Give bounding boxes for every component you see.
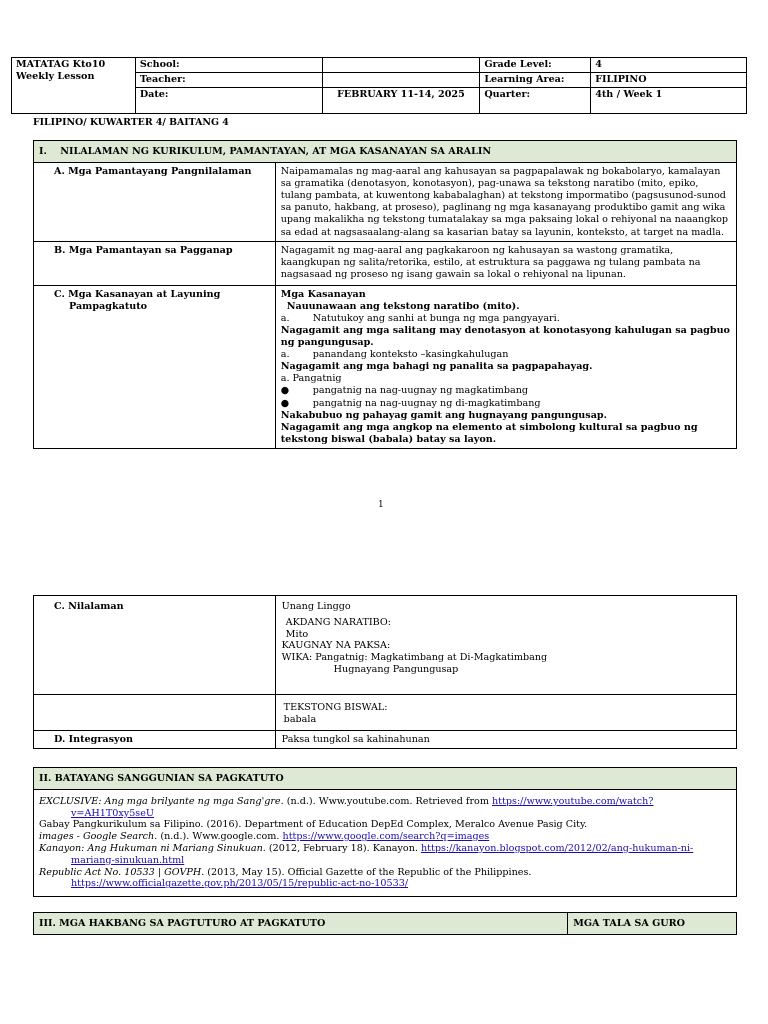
area-value: FILIPINO bbox=[591, 73, 747, 88]
lesson-header-table bbox=[11, 57, 747, 114]
competencies-cell bbox=[275, 285, 736, 448]
school-label: School: bbox=[135, 58, 322, 73]
competencies-heading: Mga Kasanayan bbox=[280, 288, 366, 300]
reference-link[interactable]: https://www.youtube.com/watch?v=AH1T0xy5seU bbox=[71, 795, 654, 819]
narrative-value: Mito bbox=[285, 628, 309, 640]
section-1-continued-table bbox=[33, 595, 737, 749]
language-topic: WIKA: Pangatnig: Magkatimbang at Di-Magkatimbang bbox=[281, 652, 548, 664]
reference-item: Gabay Pangkurikulum sa Filipino. (2016). Department of Education DepEd Complex, Meralco Avenue Pasig City. bbox=[39, 819, 588, 831]
narrative-label: AKDANG NARATIBO: bbox=[285, 616, 391, 628]
reference-link[interactable]: https://kanayon.blogspot.com/2012/02/ang-hukuman-ni-mariang-sinukuan.html bbox=[71, 842, 694, 866]
reference-title: EXCLUSIVE: Ang mga brilyante ng mga Sang'gre. bbox=[39, 795, 284, 807]
reference-text: (n.d.). Www.youtube.com. Retrieved from bbox=[283, 795, 492, 807]
list-marker: a. bbox=[280, 349, 290, 361]
competency-4: Nakabubuo ng pahayag gamit ang hugnayang pangungusap. bbox=[280, 409, 607, 421]
reference-link[interactable]: https://www.officialgazette.gov.ph/2013/05/15/republic-act-no-10533/ bbox=[71, 878, 409, 890]
reference-title: Republic Act No. 10533 | GOVPH. bbox=[39, 866, 205, 878]
reference-item bbox=[39, 867, 731, 891]
content-cell bbox=[275, 596, 736, 695]
teacher-label: Teacher: bbox=[135, 73, 322, 88]
week-label: Unang Linggo bbox=[281, 601, 351, 612]
reference-title: Kanayon: Ang Hukuman ni Mariang Sinukuan. bbox=[39, 842, 266, 854]
grade-label: Grade Level: bbox=[480, 58, 591, 73]
date-label: Date: bbox=[135, 88, 322, 114]
reference-title: images - Google Search. bbox=[39, 831, 158, 843]
competency-3: Nagagamit ang mga bahagi ng panalita sa pagpapahayag. bbox=[280, 361, 593, 373]
competency-2: Nagagamit ang mga salitang may denotasyon at konotasyong kahulugan sa pagbuo ng pangungusap. bbox=[280, 324, 730, 349]
program-title: MATATAG Kto10 Weekly Lesson bbox=[12, 58, 136, 114]
empty-cell bbox=[34, 695, 276, 731]
performance-standards-label: B. Mga Pamantayan sa Pagganap bbox=[34, 241, 276, 285]
visual-text-value: babala bbox=[283, 713, 317, 725]
school-value bbox=[322, 58, 480, 73]
page-number: 1 bbox=[378, 500, 384, 510]
section-3-title: III. MGA HAKBANG SA PAGTUTURO AT PAGKATUTO bbox=[34, 913, 568, 935]
related-topic-label: KAUGNAY NA PAKSA: bbox=[281, 640, 391, 652]
section-1-table bbox=[33, 140, 737, 449]
bullet-icon: ● bbox=[280, 385, 290, 397]
performance-standards-text: Nagagamit ng mag-aaral ang pagkakaroon ng kahusayan sa wastong gramatika, kaangkupan ng salita/retorika, estilo, at estruktura sa paggawa ng tulang pambata na nagsasaad ng proseso ng isang gawain sa lokal o rehiyonal na lipunan. bbox=[275, 241, 736, 285]
competency-1: Nauunawaan ang tekstong naratibo (mito). bbox=[286, 300, 520, 312]
competency-2a: panandang konteksto –kasingkahulugan bbox=[312, 349, 509, 361]
reference-text: (2012, February 18). Kanayon. bbox=[265, 842, 421, 854]
bullet-icon: ● bbox=[280, 397, 290, 409]
integration-label: D. Integrasyon bbox=[34, 731, 276, 749]
quarter-value: 4th / Week 1 bbox=[591, 88, 747, 114]
reference-item bbox=[39, 831, 731, 843]
section-2-title: II. BATAYANG SANGGUNIAN SA PAGKATUTO bbox=[34, 768, 737, 790]
competency-1a: Natutukoy ang sanhi at bunga ng mga pangyayari. bbox=[312, 312, 560, 324]
reference-item bbox=[39, 843, 731, 867]
reference-text: (2013, May 15). Official Gazette of the Republic of the Philippines. bbox=[204, 866, 532, 878]
competency-3a-i: pangatnig na nag-uugnay ng magkatimbang bbox=[312, 385, 529, 397]
competency-5: Nagagamit ang mga angkop na elemento at simbolong kultural sa pagbuo ng tekstong biswal (babala) batay sa layon. bbox=[280, 421, 698, 445]
section-3-table bbox=[33, 912, 737, 935]
reference-link[interactable]: https://www.google.com/search?q=images bbox=[282, 831, 490, 843]
content-standards-text: Naipamamalas ng mag-aaral ang kahusayan sa pagpapalawak ng bokabolaryo, kamalayan sa gramatika (denotasyon, konotasyon), pag-unawa sa tekstong naratibo (mito, epiko, tulang pambata, at kuwentong kababalaghan) at tekstong impormatibo (pagsusunod-sunod sa panuto, hakbang, at proseso), paglinang ng mga kasanayang produktibo gamit ang wika upang makalikha ng tekstong tumatalakay sa mga paksaing lokal o rehiyonal na naaangkop sa edad at nagsasaalang-alang sa kasarian batay sa layunin, konteksto, at target na madla. bbox=[275, 163, 736, 242]
subject-line: FILIPINO/ KUWARTER 4/ BAITANG 4 bbox=[33, 117, 229, 128]
competency-3a: a. Pangatnig bbox=[280, 373, 342, 385]
reference-item bbox=[39, 796, 731, 820]
competency-3a-ii: pangatnig na nag-uugnay ng di-magkatimbang bbox=[312, 397, 541, 409]
visual-text-label: TEKSTONG BISWAL: bbox=[283, 702, 388, 713]
area-label: Learning Area: bbox=[480, 73, 591, 88]
competencies-label-line1: C. Mga Kasanayan at Layuning bbox=[54, 288, 221, 300]
reference-text: (n.d.). Www.google.com. bbox=[157, 831, 283, 843]
date-value: FEBRUARY 11-14, 2025 bbox=[322, 88, 480, 114]
references-cell bbox=[34, 789, 737, 896]
list-marker: a. bbox=[280, 312, 290, 324]
teacher-value bbox=[322, 73, 480, 88]
grade-value: 4 bbox=[591, 58, 747, 73]
quarter-label: Quarter: bbox=[480, 88, 591, 114]
language-topic-2: Hugnayang Pangungusap bbox=[333, 663, 459, 675]
content-standards-label: A. Mga Pamantayang Pangnilalaman bbox=[34, 163, 276, 242]
integration-value: Paksa tungkol sa kahinahunan bbox=[275, 731, 736, 749]
visual-text-cell bbox=[275, 695, 736, 731]
section-1-title: I. NILALAMAN NG KURIKULUM, PAMANTAYAN, AT MGA KASANAYAN SA ARALIN bbox=[34, 141, 737, 163]
content-label: C. Nilalaman bbox=[34, 596, 276, 695]
competencies-label-line2: Pampagkatuto bbox=[69, 300, 148, 312]
section-2-table bbox=[33, 767, 737, 897]
competencies-label bbox=[34, 285, 276, 448]
teacher-notes-header: MGA TALA SA GURO bbox=[568, 913, 737, 935]
